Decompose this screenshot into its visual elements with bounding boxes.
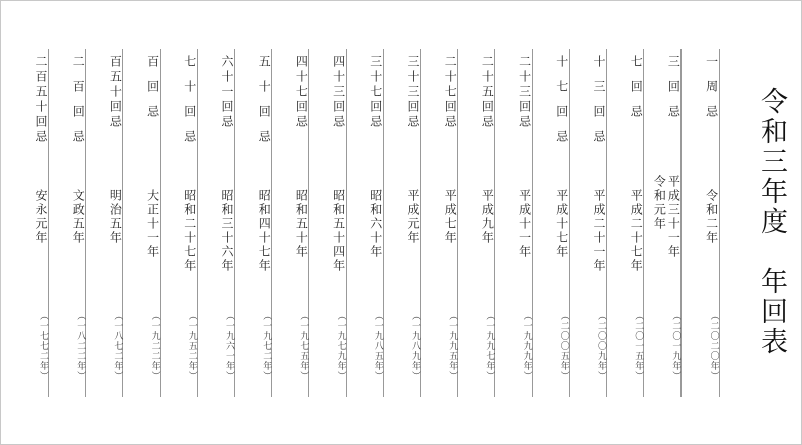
era-year: 昭和六十年	[368, 189, 383, 259]
anniversary-label: 四十七回忌	[294, 55, 309, 130]
era-year: 平成十一年	[517, 189, 532, 259]
memorial-column	[495, 49, 533, 397]
anniversary-label: 三十七回忌	[368, 55, 383, 130]
era-year: 平成二十七年	[629, 189, 644, 273]
anniversary-label: 百回忌	[145, 55, 160, 130]
memorial-column	[569, 49, 607, 397]
era-year: 文政五年	[71, 189, 86, 245]
anniversary-label: 十三回忌	[592, 55, 606, 155]
anniversary-label: 二十三回忌	[517, 55, 532, 130]
memorial-column	[271, 49, 309, 397]
memorial-column	[346, 49, 384, 397]
era-year: 昭和四十七年	[257, 189, 272, 273]
era-year: 大正十一年	[145, 189, 160, 259]
anniversary-label: 二百回忌	[71, 55, 86, 155]
memorial-column	[309, 49, 347, 397]
era-year: 昭和五十四年	[331, 189, 346, 273]
memorial-column	[681, 49, 720, 397]
era-year: 安永元年	[34, 189, 48, 245]
era-year: 平成十七年	[554, 189, 569, 259]
anniversary-label: 三十三回忌	[406, 55, 420, 130]
era-year: 平成七年	[443, 189, 458, 245]
western-year: （一九九七年）	[484, 311, 495, 381]
western-year: （一九九九年）	[521, 311, 532, 381]
memorial-column	[85, 49, 123, 397]
western-year: （一八七二年）	[112, 311, 123, 381]
memorial-column	[48, 49, 86, 397]
western-year: （一九五二年）	[186, 311, 197, 381]
western-year: （一八二二年）	[75, 311, 86, 381]
era-year: 平成二十一年	[592, 189, 606, 273]
memorial-columns	[11, 49, 737, 397]
western-year: （一七七二年）	[38, 311, 48, 381]
anniversary-label: 六十一回忌	[220, 55, 234, 130]
anniversary-label: 十七回忌	[554, 55, 569, 155]
era-year: 令和二年	[704, 189, 719, 245]
anniversary-label: 七十回忌	[182, 55, 197, 155]
western-year: （二〇一九年）	[670, 311, 681, 381]
anniversary-label: 二十七回忌	[443, 55, 458, 130]
anniversary-label: 一周忌	[704, 55, 719, 130]
memorial-column	[11, 49, 49, 397]
western-year: （一九八九年）	[410, 311, 420, 381]
western-year: （二〇〇九年）	[596, 311, 606, 381]
western-year: （一九七五年）	[298, 311, 309, 381]
era-year: 昭和三十六年	[220, 189, 234, 273]
anniversary-label: 五十回忌	[257, 55, 272, 155]
anniversary-label: 二百五十回忌	[34, 55, 48, 145]
memorial-column	[123, 49, 161, 397]
memorial-column	[420, 49, 458, 397]
western-year: （一九九五年）	[447, 311, 458, 381]
memorial-column	[160, 49, 198, 397]
anniversary-label: 百五十回忌	[108, 55, 123, 130]
era-year: 昭和二十七年	[182, 189, 197, 273]
era-year: 平成九年	[480, 189, 495, 245]
western-year: （二〇一五年）	[633, 311, 644, 381]
era-year: 昭和五十年	[294, 189, 309, 259]
western-year: （一九二二年）	[149, 311, 160, 381]
anniversary-label: 三回忌	[666, 55, 681, 130]
memorial-column	[234, 49, 272, 397]
memorial-column	[643, 49, 681, 397]
era-year: 平成三十一年 令和元年	[652, 175, 681, 259]
western-year: （二〇二〇年）	[708, 311, 719, 381]
memorial-column	[197, 49, 235, 397]
page-title: 令和三年度 年回表	[756, 87, 787, 357]
western-year: （一九七九年）	[335, 311, 346, 381]
anniversary-label: 二十五回忌	[480, 55, 495, 130]
anniversary-label: 四十三回忌	[331, 55, 346, 130]
western-year: （二〇〇五年）	[558, 311, 569, 381]
era-year: 明治五年	[108, 189, 123, 245]
western-year: （一九六一年）	[224, 311, 234, 381]
anniversary-label: 七回忌	[629, 55, 644, 130]
memorial-column	[457, 49, 495, 397]
western-year: （一九七二年）	[261, 311, 272, 381]
era-year: 平成元年	[406, 189, 420, 245]
memorial-column	[532, 49, 570, 397]
western-year: （一九八五年）	[372, 311, 383, 381]
memorial-column	[606, 49, 644, 397]
memorial-column	[383, 49, 421, 397]
